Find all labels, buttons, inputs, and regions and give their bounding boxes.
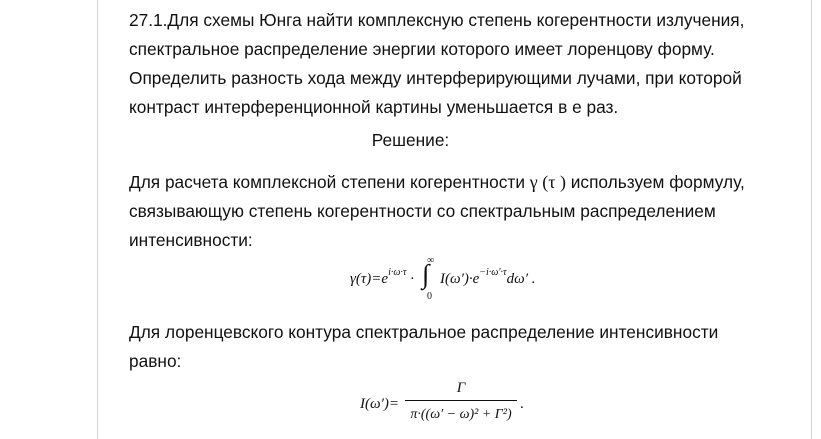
intro-line-3: интенсивности: bbox=[129, 230, 253, 250]
formula-I-denominator: π·((ω′ − ω)² + Г²) bbox=[410, 407, 512, 422]
left-margin-line bbox=[97, 0, 98, 439]
problem-line-3: Определить разность хода между интерферирующими лучами, при которой bbox=[129, 68, 742, 88]
problem-statement bbox=[129, 6, 789, 122]
formula-gamma-dot: · bbox=[406, 271, 414, 287]
intro-line-2: связывающую степень когерентности со спектральным распределением bbox=[129, 201, 716, 221]
problem-line-4: контраст интерференционной картины уменьшается в е раз. bbox=[129, 97, 619, 117]
lorentz-paragraph bbox=[129, 318, 789, 376]
lorentz-formula bbox=[360, 378, 530, 436]
integral-sign: ∫ bbox=[422, 259, 430, 289]
integral-upper-limit: ∞ bbox=[427, 255, 435, 266]
coherence-formula bbox=[350, 255, 540, 303]
problem-line-1: 27.1.Для схемы Юнга найти комплексную степень когерентности излучения, bbox=[129, 10, 745, 30]
formula-gamma-lhs: γ(τ) bbox=[350, 271, 372, 287]
lorentz-line-1: Для лоренцевского контура спектральное распределение интенсивности bbox=[129, 322, 719, 342]
intro-line-1-end: используем формулу, bbox=[565, 172, 745, 192]
formula-I-numerator: Г bbox=[456, 380, 466, 396]
formula-gamma-integrand-power: −i·ω′·τ bbox=[479, 267, 507, 278]
intro-paragraph bbox=[129, 168, 789, 255]
problem-line-2: спектральное распределение энергии которого имеет лоренцову форму. bbox=[129, 39, 715, 59]
formula-gamma-exp-power: i·ω·τ bbox=[388, 267, 407, 278]
fraction-bar bbox=[405, 400, 517, 401]
formula-gamma-exp-base: e bbox=[381, 271, 389, 287]
formula-I-fraction bbox=[405, 378, 517, 426]
right-margin-line bbox=[811, 0, 812, 439]
formula-I-lhs: I(ω′)= bbox=[360, 396, 399, 412]
integral-lower-limit: 0 bbox=[427, 291, 432, 302]
formula-gamma-integrand: I(ω′)·e bbox=[440, 271, 480, 287]
formula-I-dot: . bbox=[520, 396, 524, 412]
gamma-tau-symbol: γ (τ ) bbox=[529, 172, 566, 192]
solution-heading: Решение: bbox=[371, 130, 450, 150]
formula-gamma-tail: dω′ . bbox=[506, 271, 536, 287]
intro-line-1-start: Для расчета комплексной степени когерентности bbox=[129, 172, 530, 192]
lorentz-line-2: равно: bbox=[129, 351, 182, 371]
formula-gamma-equals: = bbox=[371, 271, 382, 287]
